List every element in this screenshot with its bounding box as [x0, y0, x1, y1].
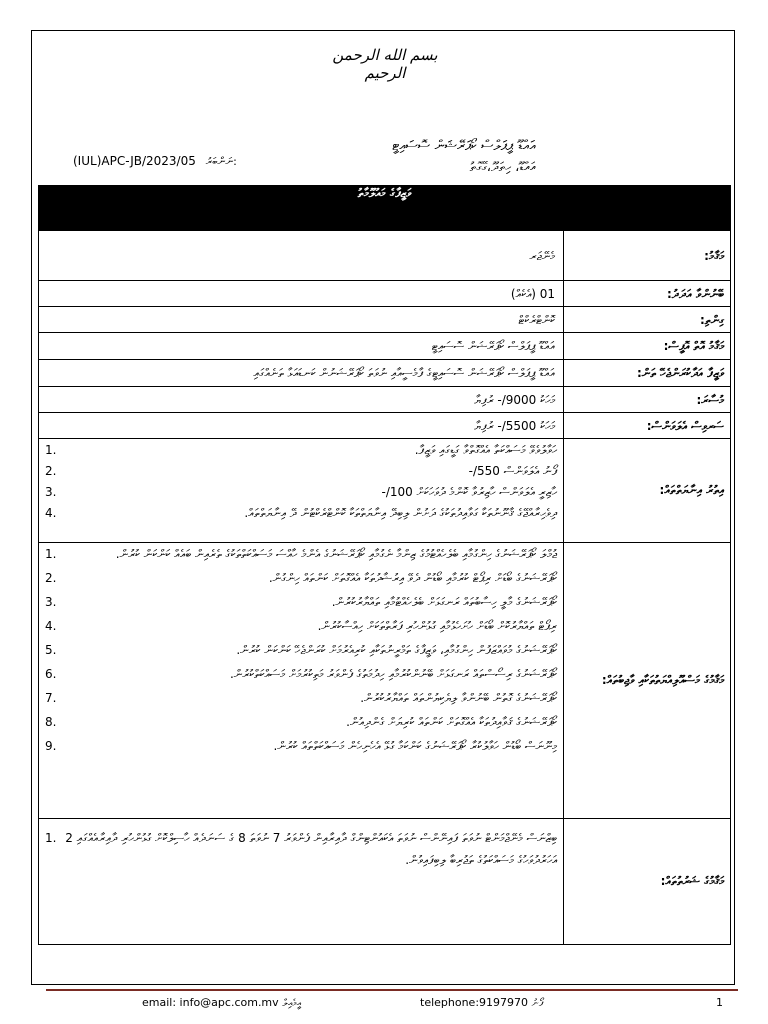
reference — [73, 154, 237, 169]
duties-list — [39, 547, 563, 754]
list-item: 4. ރިޕޯޓް ތައްޔާރުކޮށް ބޯޑަށް ހުށަހެޅުމާއި ގުޅުންހުރި ފަރާތްތަކަށް ހިއްސާކުރުން. — [45, 619, 557, 633]
service-allowance-label: ސަރވިސް އެލަވަންސް: — [564, 413, 731, 439]
email-link[interactable]: info@apc.com.mv — [179, 996, 279, 1009]
count-value: 01 (އެކެއް) — [39, 281, 564, 307]
requirements-row — [39, 819, 731, 945]
count-label: ބޭނުންވާ އަދަދު: — [564, 281, 731, 307]
type-value: ކޮންޓްރެކްޓް — [39, 307, 564, 333]
field-row-count — [39, 281, 731, 307]
duties-label: މަޤާމުގެ މަސްއޫލިއްޔަތުތަކާއި ވާޖިބުތައް: — [564, 543, 731, 819]
footer-email — [142, 996, 301, 1009]
list-item: 3. ކޯޕަރޭޝަނުގެ މާލީ ހިސާބުތައް ރަނގަޅަށް ބެލެހެއްޓުމާއި ތައްޔާރުކުރުން. — [45, 595, 557, 609]
job-details-table — [38, 185, 731, 945]
telephone-label: telephone: — [420, 996, 480, 1009]
telephone-label-dhivehi: ފޯނު — [531, 998, 544, 1009]
field-row-salary — [39, 387, 731, 413]
organization-location: އައްޑޫ، ހިތަދޫ،ގޭގޮތު — [469, 160, 536, 175]
field-row-post — [39, 231, 731, 281]
bismillah-calligraphy: بسم الله الرحمن الرحيم — [332, 46, 438, 82]
list-item: 7. ކޯޕަރޭޝަނުގެ ގޮތުން ބޭނުންވާ ލިޔެކިޔުންތައް ތައްޔާރުކުރުން. — [45, 691, 557, 705]
field-row-workplace — [39, 360, 731, 387]
allowances-list-cell — [39, 439, 564, 543]
field-row-type — [39, 307, 731, 333]
footer-telephone — [420, 996, 543, 1009]
requirements-list — [39, 827, 563, 871]
office-value: އައްޑޫ ޕީޕަލްސް ކޯޕަރޭޝަން ސޮސައިޓީ — [39, 333, 564, 360]
list-item: 6. ކޯޕަރޭޝަނުގެ ރިސޯސްތައް ރަނގަޅަށް ބޭނުންކުރުމާއި ހިދުމަތުގެ ފެންވަރު މަތިކުރުމަށް މަސައްކަތްކުރުން. — [45, 667, 557, 681]
field-row-allowance — [39, 413, 731, 439]
post-value: މެނޭޖަރ — [39, 231, 564, 281]
list-item: 8. ކޯޕަރޭޝަނުގެ ޤަވާއިދުތަކާ އެއްގޮތަށް ކަންތައް ކުރިޔަށް ގެންދިއުން. — [45, 715, 557, 729]
allowances-list — [39, 443, 563, 521]
title-row — [39, 186, 731, 231]
duties-list-cell — [39, 543, 564, 819]
reference-label: ނަންބަރު: — [205, 155, 237, 168]
table-title: ވަޒީފާގެ މައުލޫމާތު — [39, 186, 731, 231]
list-item: 3. ހާޒިރީ އެލަވަންސް ހާޒިރުވާ ކޮންމެ ދުވަހަކަށް 100/- — [45, 485, 557, 499]
duties-row — [39, 543, 731, 819]
requirements-list-cell — [39, 819, 564, 945]
list-item: 4. ދިވެހިރާއްޖޭގެ ޤާނޫނުތަކާ ގަވާއިދުތަކުގެ ދަށުން ލިބިދޭ އިނާޔަތްތަކާ ކޮންޓްރެކްޓުން ދޭ އިނާޔަތްތައް. — [45, 506, 557, 520]
list-item: 9. މިނޫނަސް ބޯޑުން ހަވާލުކުރާ ކޯޕަރޭޝަނުގެ ކަންކަމާ ގުޅޭ އެހެނިހެން މަސައްކަތްތައް ކުރުން. — [45, 739, 557, 753]
requirements-label: މަޤާމުގެ ޝަރުތުތައް: — [564, 819, 731, 945]
list-item: 5. ކޯޕަރޭޝަނުގެ މުވައްޒަފުން ހިންގުމާއި، ވަޒީފާގެ ތަމްރީނުތަކާއި ކުރިއެރުމަށް ކުރަންޖެހޭ ކަންކަން ކުރުން. — [45, 643, 557, 657]
list-item: 1. ޖުމްލަ ކޯޕަރޭޝަނުގެ ހިންގުމާއި ބެލެހެއްޓުމުގެ ޒިންމާ ނެގުމާއި ކޯޕަރޭޝަނުގެ އެންމެ ހާއްސަ މަސައްކަތްތަކުގެ ތެރެއިން ބައެއް ކަންކަން ކުރުން. — [45, 547, 557, 561]
telephone-number[interactable]: 9197970 — [479, 996, 529, 1009]
office-label: މަޤާމު އޮތް އޮފީސް: — [564, 333, 731, 360]
type-label: ގިންތި: — [564, 307, 731, 333]
list-item: 1. ހަވާލުވެވޭ މަސައްކަތާ އެއްގޮތްވާ ގަޑީގައި ވަޒީފާ. — [45, 443, 557, 457]
workplace-value: އައްޑޫ ޕީޕަލްސް ކޯޕަރޭޝަން ސޮސައިޓީގެ ފާމެސީއާއި ނުވަތަ ކޯޕަރޭޝަނުން ކަނޑައަޅާ ތަނެއްގައި — [39, 360, 564, 387]
reference-number: (IUL)APC-JB/2023/05 — [73, 154, 196, 168]
email-label: email: — [142, 996, 177, 1009]
list-item: 2. ފޯނު އެލަވަންސް 550/- — [45, 464, 557, 478]
list-item: 1. ބިޒްނަސް މެނޭޖްމަންޓް ނުވަތަ ފައިނޭންސް ނުވަތަ އެކައުންޓިންގް ދާއިރާއިން ފެންވަރު 7 ނުވަތަ 8 ގެ ސަނަދެއް ހާސިލްކޮށް ގުޅުންހުރި ދާއިރާއެއްގައި 2 އަހަރުދުވަހުގެ މަސައްކަތުގެ ތަޖުރިބާ ލިބިފައިވުން. — [45, 831, 557, 867]
salary-label: މުސާރަ: — [564, 387, 731, 413]
email-label-dhivehi: އީމެއިލް — [282, 998, 302, 1009]
organization-name: އައްޑޫ ޕީޕަލްސް ކޯޕަރޭޝަން ސޮސައިޓީ — [392, 138, 536, 154]
workplace-label: ވަޒީފާ އަދާކުރަންޖެހޭ ތަން: — [564, 360, 731, 387]
page-number: 1 — [716, 996, 723, 1009]
field-row-office — [39, 333, 731, 360]
list-item: 2. ކޯޕަރޭޝަނުގެ ބޯޑަށް ރިޕޯޓް ކުރުމާއި ބޯޑުން ދެވޭ އިރުޝާދުތަކާ އެއްގޮތަށް ކަންތައް ހިންގުން. — [45, 571, 557, 585]
post-label: މަޤާމު: — [564, 231, 731, 281]
allowances-label: އިތުރު އިނާޔަތްތައް: — [564, 439, 731, 543]
footer-divider — [46, 989, 738, 991]
service-allowance-value: މަހަކު 5500/- ރުފިޔާ — [39, 413, 564, 439]
salary-value: މަހަކު 9000/- ރުފިޔާ — [39, 387, 564, 413]
allowances-row — [39, 439, 731, 543]
